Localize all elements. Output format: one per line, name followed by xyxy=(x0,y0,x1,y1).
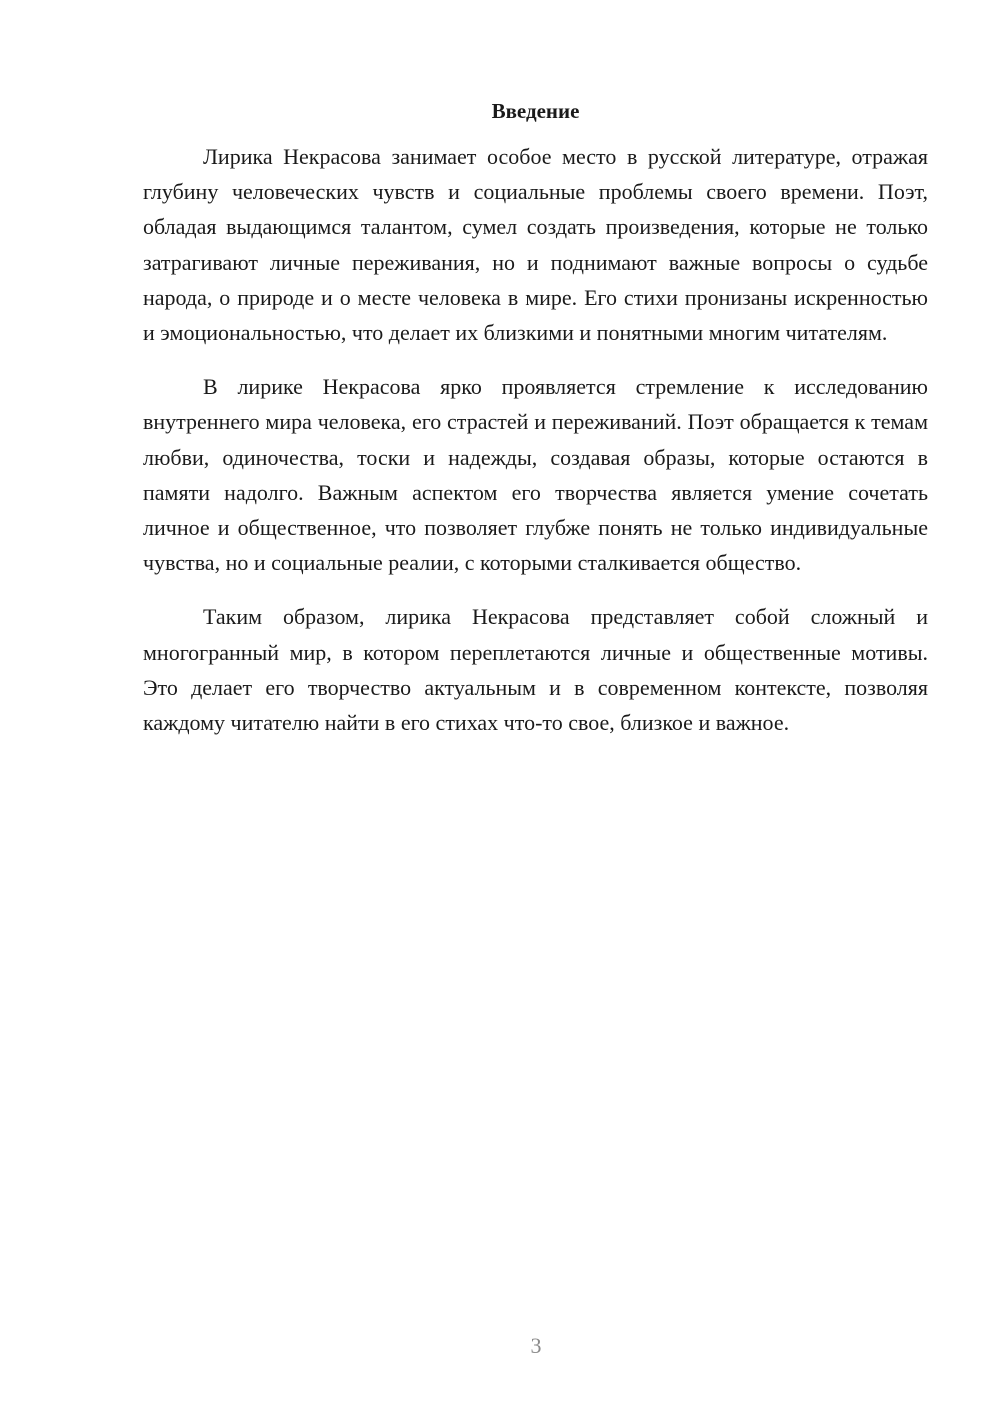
section-heading: Введение xyxy=(491,99,580,123)
paragraph-2: В лирике Некрасова ярко проявляется стремление к исследованию внутреннего мира человека, его страстей и переживаний. Поэт обращается к темам любви, одиночества, тоски и надежды, создавая образы, которые остаются в памяти надолго. Важным аспектом его творчества является умение сочетать личное и общественное, что позволяет глубже понять не только индивидуальные чувства, но и социальные реалии, с которыми сталкивается общество. xyxy=(143,374,928,576)
paragraph-1: Лирика Некрасова занимает особое место в русской литературе, отражая глубину человеческих чувств и социальные проблемы своего времени. Поэт, обладая выдающимся талантом, сумел создать произведения, которые не только затрагивают личные переживания, но и поднимают важные вопросы о судьбе народа, о природе и о месте человека в мире. Его стихи пронизаны искренностью и эмоциональностью, что делает их близкими и понятными многим читателям. xyxy=(143,144,928,346)
page-content xyxy=(143,96,928,759)
paragraph-3: Таким образом, лирика Некрасова представляет собой сложный и многогранный мир, в котором переплетаются личные и общественные мотивы. Это делает его творчество актуальным и в современном контексте, позволяя каждому читателю найти в его стихах что-то свое, близкое и важное. xyxy=(143,604,928,736)
page-number: 3 xyxy=(530,1333,542,1358)
